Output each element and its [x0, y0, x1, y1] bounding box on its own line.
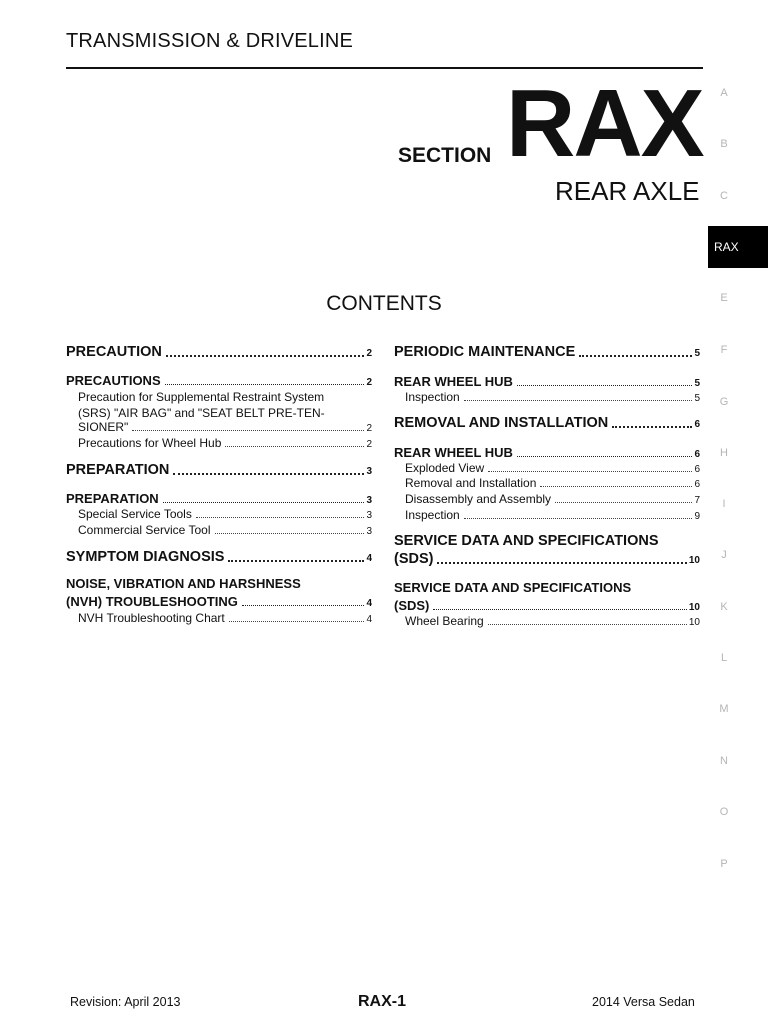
- toc-label: (SDS): [394, 551, 434, 567]
- toc-entry-periodic-maintenance[interactable]: [394, 344, 700, 360]
- toc-leader-dots: [229, 620, 365, 622]
- toc-label: REMOVAL AND INSTALLATION: [394, 415, 609, 431]
- toc-entry-symptom-diagnosis[interactable]: [66, 549, 372, 565]
- toc-label: REAR WHEEL HUB: [394, 374, 513, 389]
- toc-page-number: 10: [688, 617, 700, 628]
- toc-label: SIONER": [78, 420, 129, 434]
- toc-label: Inspection: [405, 390, 460, 404]
- toc-entry-preparation-chapter[interactable]: [66, 462, 372, 478]
- toc-entry-exploded-view[interactable]: [405, 461, 700, 475]
- toc-leader-dots: [242, 604, 365, 606]
- toc-page-number: 3: [366, 495, 372, 506]
- footer-revision: Revision: April 2013: [70, 995, 181, 1009]
- tab-j[interactable]: J: [721, 549, 727, 561]
- contents-heading: CONTENTS: [326, 292, 442, 315]
- section-name: REAR AXLE: [555, 176, 700, 206]
- toc-page-number: 6: [694, 479, 700, 490]
- toc-entry-nvh-line2[interactable]: [66, 594, 372, 609]
- toc-page-number: 10: [688, 555, 700, 566]
- tab-p[interactable]: P: [720, 858, 728, 870]
- toc-page-number: 3: [366, 466, 372, 477]
- toc-entry-sds-line1[interactable]: SERVICE DATA AND SPECIFICATIONS: [394, 580, 632, 595]
- toc-leader-dots: [612, 425, 692, 428]
- tab-c[interactable]: C: [720, 190, 728, 202]
- toc-label: Precautions for Wheel Hub: [78, 436, 222, 450]
- toc-page-number: 6: [694, 449, 700, 460]
- toc-entry-disassembly-and-assembly[interactable]: [405, 492, 700, 506]
- section-word: SECTION: [398, 144, 492, 167]
- toc-leader-dots: [163, 501, 365, 503]
- toc-entry-commercial-service-tool[interactable]: [78, 523, 372, 537]
- toc-leader-dots: [555, 501, 692, 503]
- toc-page-number: 2: [366, 439, 372, 450]
- tab-k[interactable]: K: [720, 601, 728, 613]
- toc-label: Commercial Service Tool: [78, 523, 211, 537]
- toc-entry-special-service-tools[interactable]: [78, 507, 372, 521]
- toc-entry-precautions[interactable]: [66, 373, 372, 388]
- toc-page-number: 5: [694, 378, 700, 389]
- toc-leader-dots: [173, 472, 364, 475]
- toc-leader-dots: [165, 383, 365, 385]
- toc-entry-inspection-2[interactable]: [405, 508, 700, 522]
- tab-f[interactable]: F: [720, 344, 728, 356]
- footer-model: 2014 Versa Sedan: [592, 995, 695, 1009]
- toc-leader-dots: [228, 559, 364, 562]
- tab-a[interactable]: A: [720, 87, 728, 99]
- toc-label: PREPARATION: [66, 462, 170, 478]
- toc-entry-nvh-line1[interactable]: NOISE, VIBRATION AND HARSHNESS: [66, 576, 301, 591]
- toc-page-number: 3: [366, 526, 372, 537]
- toc-leader-dots: [517, 384, 693, 386]
- toc-label: Removal and Installation: [405, 476, 537, 490]
- toc-leader-dots: [540, 485, 692, 487]
- tab-l[interactable]: L: [720, 652, 728, 664]
- toc-page-number: 10: [688, 602, 700, 613]
- toc-label: PRECAUTION: [66, 344, 162, 360]
- toc-entry-sds-chapter-line1[interactable]: SERVICE DATA AND SPECIFICATIONS: [394, 533, 659, 549]
- toc-label: (NVH) TROUBLESHOOTING: [66, 594, 238, 609]
- toc-leader-dots: [579, 354, 692, 357]
- tab-o[interactable]: O: [719, 806, 729, 818]
- toc-page-number: 7: [694, 495, 700, 506]
- toc-entry-inspection-1[interactable]: [405, 390, 700, 404]
- toc-leader-dots: [488, 470, 692, 472]
- toc-entry-wheel-hub-precautions[interactable]: [78, 436, 372, 450]
- toc-entry-srs-line1[interactable]: Precaution for Supplemental Restraint System: [78, 390, 325, 404]
- toc-entry-removal-and-installation-chapter[interactable]: [394, 415, 700, 431]
- toc-leader-dots: [488, 623, 687, 625]
- toc-label: PRECAUTIONS: [66, 373, 161, 388]
- manual-chapter-title: TRANSMISSION & DRIVELINE: [66, 30, 354, 52]
- toc-label: SYMPTOM DIAGNOSIS: [66, 549, 225, 565]
- toc-entry-removal-and-installation[interactable]: [405, 476, 700, 490]
- toc-leader-dots: [437, 561, 686, 564]
- toc-label: Inspection: [405, 508, 460, 522]
- toc-entry-rear-wheel-hub-2[interactable]: [394, 445, 700, 460]
- toc-page-number: 2: [366, 423, 372, 434]
- header-divider: [66, 67, 703, 69]
- toc-label: PREPARATION: [66, 491, 159, 506]
- toc-leader-dots: [132, 429, 364, 431]
- toc-page-number: 3: [366, 510, 372, 521]
- toc-page-number: 6: [694, 464, 700, 475]
- toc-page-number: 2: [366, 348, 372, 359]
- toc-leader-dots: [433, 608, 686, 610]
- footer-page-id: RAX-1: [358, 993, 407, 1010]
- tab-g[interactable]: G: [719, 396, 729, 408]
- toc-leader-dots: [464, 399, 693, 401]
- toc-page-number: 5: [694, 348, 700, 359]
- toc-label: Special Service Tools: [78, 507, 192, 521]
- toc-label: PERIODIC MAINTENANCE: [394, 344, 576, 360]
- toc-label: Disassembly and Assembly: [405, 492, 552, 506]
- toc-page-number: 6: [694, 419, 700, 430]
- toc-leader-dots: [225, 445, 364, 447]
- tab-i[interactable]: I: [722, 498, 726, 510]
- toc-leader-dots: [215, 532, 365, 534]
- toc-leader-dots: [464, 517, 693, 519]
- tab-b[interactable]: B: [720, 138, 728, 150]
- toc-page-number: 4: [366, 614, 372, 625]
- tab-h[interactable]: H: [720, 447, 728, 459]
- toc-label: (SDS): [394, 598, 430, 613]
- toc-label: Wheel Bearing: [405, 614, 484, 628]
- toc-label: Exploded View: [405, 461, 485, 475]
- tab-n[interactable]: N: [720, 755, 728, 767]
- tab-rax-active[interactable]: RAX: [708, 226, 768, 268]
- toc-entry-wheel-bearing[interactable]: [405, 614, 700, 628]
- toc-leader-dots: [166, 354, 365, 357]
- toc-entry-rear-wheel-hub-1[interactable]: [394, 374, 700, 389]
- tab-e[interactable]: E: [720, 292, 728, 304]
- toc-label: REAR WHEEL HUB: [394, 445, 513, 460]
- toc-leader-dots: [517, 455, 693, 457]
- toc-entry-nvh-chart[interactable]: [78, 611, 372, 625]
- toc-entry-preparation[interactable]: [66, 491, 372, 506]
- toc-label: NVH Troubleshooting Chart: [78, 611, 225, 625]
- toc-page-number: 2: [366, 377, 372, 388]
- toc-page-number: 5: [694, 393, 700, 404]
- toc-entry-precaution[interactable]: [66, 344, 372, 360]
- section-code: RAX: [506, 70, 703, 177]
- toc-page-number: 4: [366, 598, 372, 609]
- toc-entry-sds-line2[interactable]: [394, 598, 700, 613]
- toc-entry-srs-line3[interactable]: [78, 420, 372, 434]
- toc-entry-sds-chapter-line2[interactable]: [394, 551, 700, 567]
- toc-leader-dots: [196, 516, 365, 518]
- toc-page-number: 4: [366, 553, 372, 564]
- toc-entry-srs-line2[interactable]: (SRS) "AIR BAG" and "SEAT BELT PRE-TEN-: [78, 406, 325, 420]
- tab-m[interactable]: M: [719, 703, 729, 715]
- toc-page-number: 9: [694, 511, 700, 522]
